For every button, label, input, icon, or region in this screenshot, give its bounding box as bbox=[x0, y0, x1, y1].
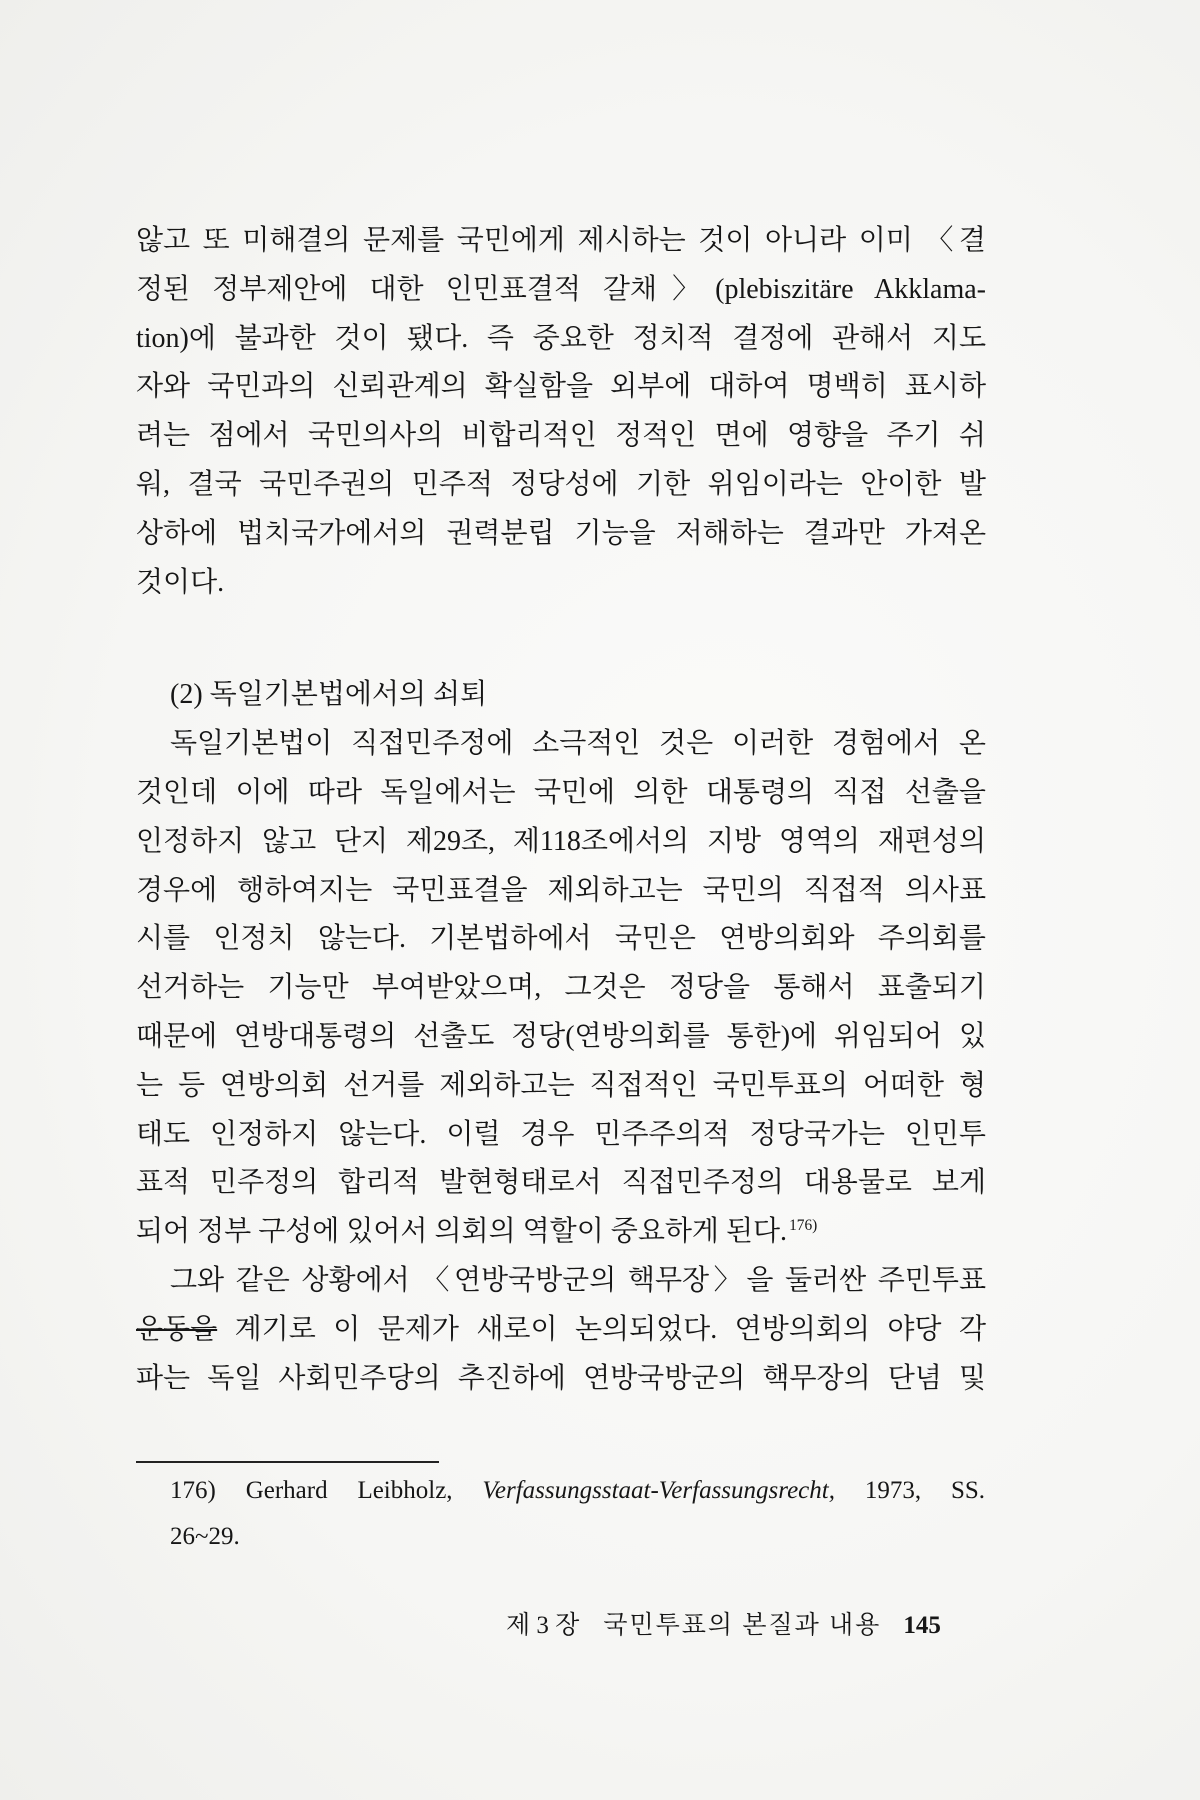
page-number: 145 bbox=[903, 1612, 941, 1639]
paragraph-continued bbox=[136, 217, 986, 607]
text-line: 표적 민주정의 합리적 발현형태로서 직접민주정의 대용물로 보게 bbox=[136, 1167, 986, 1199]
text-line: 것인데 이에 따라 독일에서는 국민에 의한 대통령의 직접 선출을 bbox=[136, 776, 986, 808]
chapter-label: 제 3 장 bbox=[506, 1612, 580, 1639]
text-line: 경우에 행하여지는 국민표결을 제외하고는 국민의 직접적 의사표 bbox=[136, 874, 986, 906]
text-line: 상하에 법치국가에서의 권력분립 기능을 저해하는 결과만 가져온 bbox=[136, 517, 986, 549]
footnote-number: 176) bbox=[170, 1477, 216, 1504]
text-line: 독일기본법이 직접민주정에 소극적인 것은 이러한 경험에서 온 bbox=[170, 728, 986, 760]
footnote bbox=[170, 1468, 985, 1560]
text-line: 워, 결국 국민주권의 민주적 정당성에 기한 위임이라는 안이한 발 bbox=[136, 468, 986, 500]
text-line: 려는 점에서 국민의사의 비합리적인 정적인 면에 영향을 주기 쉬 bbox=[136, 420, 986, 452]
text-line: 정된 정부제안에 대한 인민표결적 갈채〉(plebiszitäre Akklama- bbox=[136, 273, 986, 305]
text-line: 선거하는 기능만 부여받았으며, 그것은 정당을 통해서 표출되기 bbox=[136, 972, 986, 1004]
section-heading: (2) 독일기본법에서의 쇠퇴 bbox=[170, 679, 488, 711]
footnote-pages-label: SS. bbox=[950, 1477, 985, 1504]
text-line: 것이다. bbox=[136, 566, 225, 598]
chapter-title: 국민투표의 본질과 내용 bbox=[603, 1612, 882, 1639]
text-line-content: 되어 정부 구성에 있어서 의회의 역할이 중요하게 된다. bbox=[136, 1216, 788, 1248]
text-line: 는 등 연방의회 선거를 제외하고는 직접적인 국민투표의 어떠한 형 bbox=[136, 1069, 986, 1101]
paragraph bbox=[136, 720, 986, 1257]
footnote-author: Gerhard Leibholz, bbox=[245, 1477, 453, 1504]
text-line-content: 계기로 이 문제가 새로이 논의되었다. 연방의회의 야당 각 bbox=[234, 1313, 986, 1345]
text-line: 인정하지 않고 단지 제29조, 제118조에서의 지방 영역의 재편성의 bbox=[136, 825, 986, 857]
text-line: 태도 인정하지 않는다. 이럴 경우 민주주의적 정당국가는 인민투 bbox=[136, 1118, 986, 1150]
footnote-rule bbox=[136, 1461, 439, 1463]
footnote-year: 1973, bbox=[864, 1477, 922, 1504]
main-text bbox=[136, 217, 986, 1403]
footnote-title: Verfassungsstaat-Verfassungsrecht, bbox=[482, 1477, 835, 1504]
footnote-pages: 26~29. bbox=[170, 1523, 240, 1550]
text-line: 파는 독일 사회민주당의 추진하에 연방국방군의 핵무장의 단념 및 bbox=[136, 1362, 986, 1394]
paragraph bbox=[136, 1257, 986, 1403]
text-line bbox=[136, 1208, 986, 1257]
footnote-reference: 176) bbox=[789, 1216, 818, 1234]
footnote-line bbox=[170, 1468, 985, 1514]
text-line: 그와 같은 상황에서 〈연방국방군의 핵무장〉을 둘러싼 주민투표 bbox=[170, 1264, 986, 1296]
text-line: 시를 인정치 않는다. 기본법하에서 국민은 연방의회와 주의회를 bbox=[136, 923, 986, 955]
running-footer bbox=[506, 1610, 941, 1642]
text-line: 자와 국민과의 신뢰관계의 확실함을 외부에 대하여 명백히 표시하 bbox=[136, 371, 986, 403]
text-line bbox=[136, 1306, 986, 1355]
footnote-line bbox=[170, 1514, 985, 1560]
text-line: tion)에 불과한 것이 됐다. 즉 중요한 정치적 결정에 관해서 지도 bbox=[136, 322, 986, 354]
text-line: 때문에 연방대통령의 선출도 정당(연방의회를 통한)에 위임되어 있 bbox=[136, 1020, 986, 1052]
struck-through-word: 운동을 bbox=[136, 1313, 218, 1345]
text-line: 않고 또 미해결의 문제를 국민에게 제시하는 것이 아니라 이미 〈결 bbox=[136, 225, 986, 256]
